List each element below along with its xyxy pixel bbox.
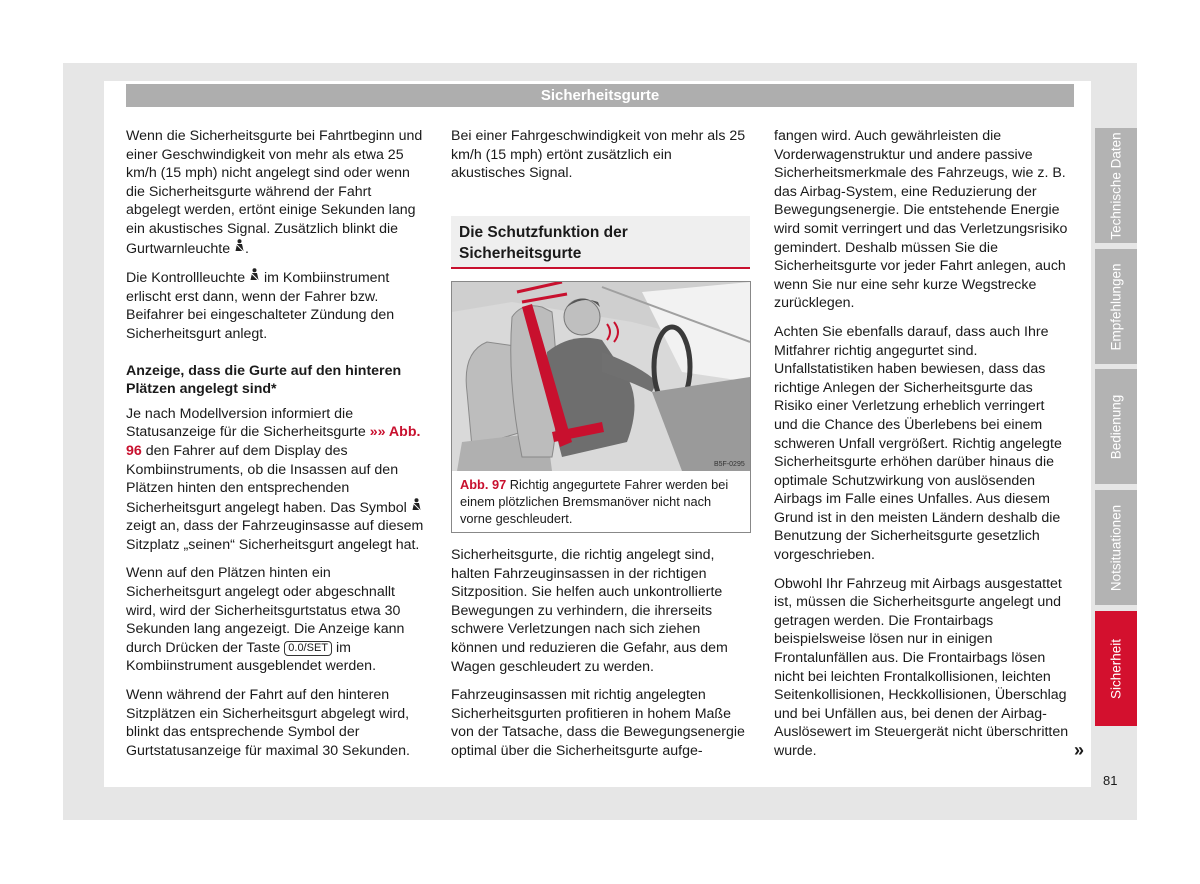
continue-arrow-icon: » — [1074, 740, 1085, 760]
seatbelt-status-icon — [411, 500, 422, 516]
paragraph-text: Wenn auf den Plätzen hinten ein Sicherheitsgurt angelegt oder abgeschnallt wird, wird der Sicherheitsgurtstatus etwa 30 Sekunden lang angezeigt. Die Anzeige kann durch Drücken der Taste — [126, 565, 405, 656]
paragraph-text: Wenn die Sicherheitsgurte bei Fahrtbeginn und einer Geschwindigkeit von mehr als etwa 25 km/h (15 mph) nicht angelegt sind oder wenn die Sicherheitsgurte während der Fahrt abgelegt werden, ertönt einige Sekunden lang ein akustisches Signal. Zusätzlich blinkt die Gurtwarnleuchte — [126, 128, 423, 257]
tab-notsituationen[interactable] — [1095, 490, 1137, 605]
paragraph: Wenn während der Fahrt auf den hinteren Sitzplätzen ein Sicherheitsgurt abgelegt wird, blinkt das entsprechende Symbol der Gurtstatusanzeige für maximal 30 Sekunden. — [126, 687, 410, 759]
tab-label: Technische Daten — [1108, 131, 1124, 240]
figure-caption — [460, 476, 744, 527]
section-heading: Anzeige, dass die Gurte auf den hinteren Plätzen angelegt sind* — [126, 362, 402, 398]
paragraph — [126, 127, 426, 258]
paragraph: Fahrzeuginsassen mit richtig angelegten Sicherheitsgurten profitieren in hohem Maße von der Tatsache, dass die Bewegungsenergie optimal über die Sicherheitsgurte aufge- — [451, 687, 745, 759]
column-middle-lower — [451, 546, 747, 771]
tab-technische-daten[interactable] — [1095, 128, 1137, 243]
tab-label: Notsituationen — [1108, 504, 1124, 591]
paragraph: Achten Sie ebenfalls darauf, dass auch Ihre Mitfahrer richtig angegurtet sind. Unfallstatistiken haben bewiesen, dass das richtige Anlegen der Sicherheitsgurte das Risiko einer Verletzung erheblich verringert und die Chance des Überlebens bei einem schweren Unfall vergrößert. Richtig angelegte Sicherheitsgurte erhöhen darüber hinaus die optimale Schutzwirkung von auslösenden Airbags im Falle eines Unfalles. Aus diesem Grund ist in den meisten Ländern deshalb die Benutzung der Sicherheitsgurte gesetzlich vorgeschrieben. — [774, 323, 1062, 564]
section-title-box — [451, 216, 750, 269]
page-number: 81 — [1103, 773, 1118, 788]
paragraph — [126, 564, 426, 676]
figure-reference-link[interactable]: »» Abb. 96 — [126, 424, 421, 459]
paragraph: Obwohl Ihr Fahrzeug mit Airbags ausgestattet ist, müssen die Sicherheitsgurte angelegt und getragen werden. Die Frontairbags beispielsweise lösen nur in einigen Frontalunfällen aus. Die Frontairbags lösen nicht bei leichten Frontalkollisionen, leichten Seitenkollisionen, Heckkollisionen, Überschlag und bei Unfällen aus, bei denen der Airbag-Auslösewert im Steuergerät nicht überschritten wurde. — [774, 575, 1069, 759]
tab-label: Sicherheit — [1108, 638, 1124, 699]
seatbelt-warning-icon — [249, 270, 260, 286]
column-middle — [451, 127, 747, 193]
paragraph-text: den Fahrer auf dem Display des Kombiinstruments, ob die Insassen auf den Plätzen hinten den entsprechenden Sicherheitsgurt angelegt haben. Das Symbol — [126, 442, 407, 516]
paragraph-text: Die Kontrollleuchte — [126, 270, 246, 287]
caption-text: Richtig angegurtete Fahrer werden bei einem plötzlichen Bremsmanöver nicht nach vorne geschleudert. — [460, 477, 729, 526]
paragraph — [126, 405, 426, 555]
tab-label: Bedienung — [1108, 394, 1124, 459]
section-title: Die Schutzfunktion der Sicherheitsgurte — [459, 224, 628, 262]
paragraph: fangen wird. Auch gewährleisten die Vorderwagenstruktur und andere passive Sicherheitsmerkmale des Fahrzeugs, wie z. B. das Airbag-System, eine Reduzierung der Bewegungsenergie. Die entstehende Energie wird somit verringert und das Verletzungsrisiko gemindert. Deshalb müssen Sie die Sicherheitsgurte vor jeder Fahrt anlegen, auch wenn Sie nur eine sehr kurze Wegstrecke zurücklegen. — [774, 128, 1068, 312]
paragraph: Sicherheitsgurte, die richtig angelegt sind, halten Fahrzeuginsassen in der richtigen Sitzposition. Sie helfen auch unkontrollierte Bewegungen zu verhindern, die ihrerseits schwere Verletzungen nach sich ziehen können und reduzieren die Gefahr, aus dem Wagen geschleudert zu werden. — [451, 547, 728, 675]
seatbelt-warning-icon — [234, 241, 245, 257]
paragraph-text: zeigt an, dass der Fahrzeuginsasse auf diesem Sitzplatz „seinen“ Sicherheitsgurt angelegt hat. — [126, 518, 424, 553]
caption-label: Abb. 97 — [460, 477, 507, 492]
tab-empfehlungen[interactable] — [1095, 249, 1137, 364]
paragraph: Bei einer Fahrgeschwindigkeit von mehr als 25 km/h (15 mph) ertönt zusätzlich ein akustisches Signal. — [451, 128, 746, 182]
column-right — [774, 127, 1072, 771]
tab-sicherheit[interactable] — [1095, 611, 1137, 726]
paragraph-text: im Kombiinstrument ausgeblendet werden. — [126, 639, 377, 675]
tab-label: Empfehlungen — [1108, 262, 1124, 351]
page-title: Sicherheitsgurte — [126, 84, 1074, 107]
figure-code: B5F-0295 — [714, 461, 745, 468]
figure-97 — [451, 281, 751, 533]
punctuation: . — [245, 240, 249, 257]
paragraph — [126, 268, 426, 343]
paragraph-text: im Kombiinstrument erlischt erst dann, wenn der Fahrer bzw. Beifahrer bei eingeschalteter Zündung den Sicherheitsgurt anlegt. — [126, 270, 395, 342]
column-left — [126, 127, 426, 770]
driver-seatbelt-illustration — [452, 282, 750, 471]
paragraph-text: Je nach Modellversion informiert die Statusanzeige für die Sicherheitsgurte — [126, 405, 366, 441]
set-key-symbol: 0.0/SET — [284, 641, 332, 656]
tab-bedienung[interactable] — [1095, 369, 1137, 484]
